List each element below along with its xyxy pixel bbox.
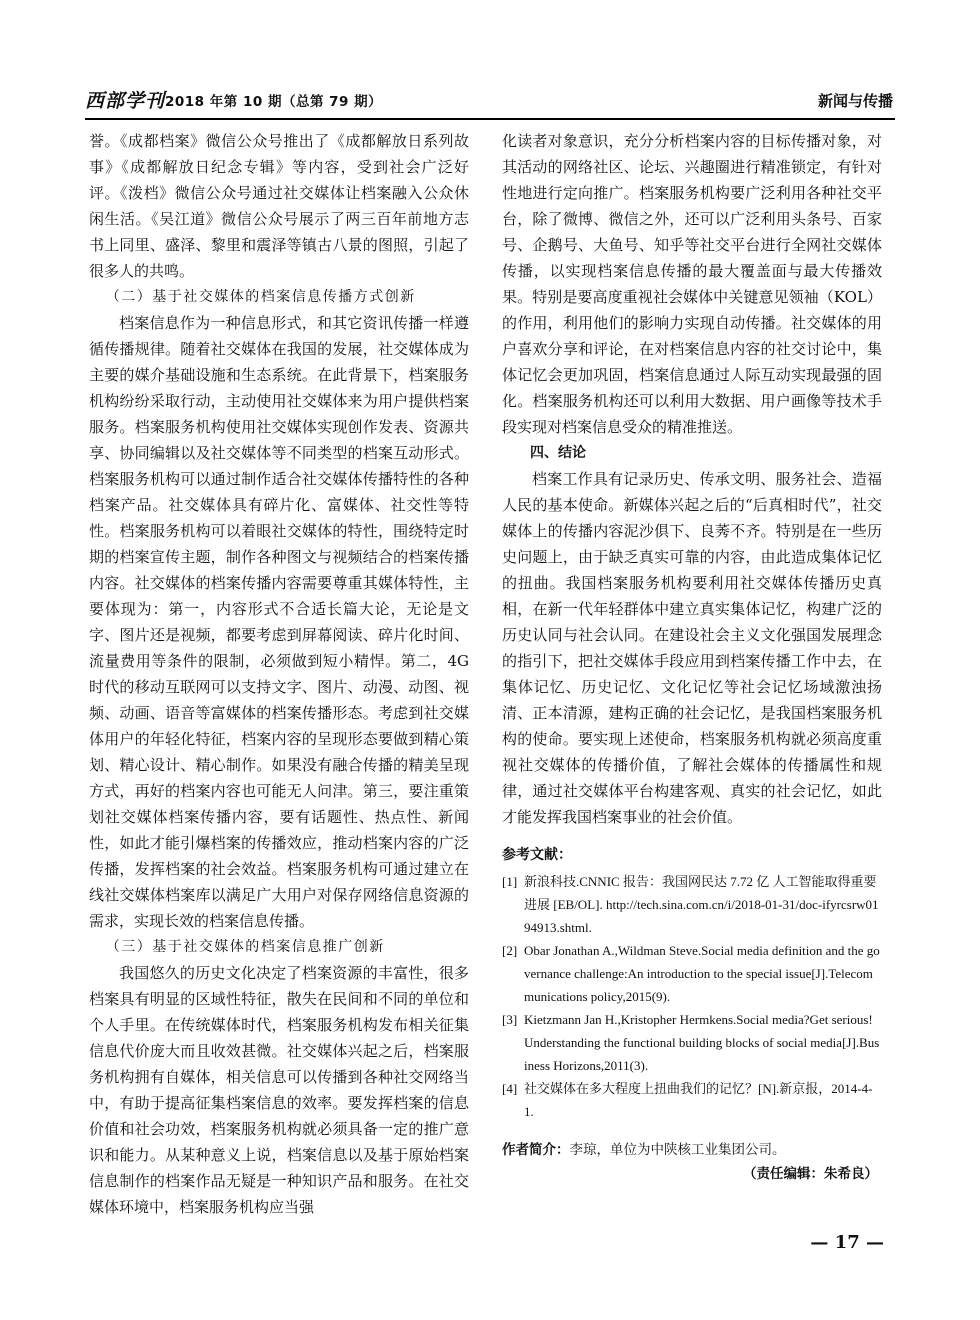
reference-number: [3] bbox=[502, 1012, 518, 1027]
right-column bbox=[502, 128, 882, 1187]
journal-name: 西部学刊 bbox=[85, 90, 166, 112]
section-name: 新闻与传播 bbox=[817, 92, 893, 110]
reference-item bbox=[502, 939, 882, 1008]
conclusion-paragraph: 档案工作具有记录历史、传承文明、服务社会、造福人民的基本使命。新媒体兴起之后的“后真相时代”，社交媒体上的传播内容泥沙俱下、良莠不齐。特别是在一些历史问题上，由于缺乏真实可靠的内容，由此造成集体记忆的扭曲。我国档案服务机构要利用社交媒体传播历史真相，在新一代年轻群体中建立真实集体记忆，构建广泛的历史认同与社会认同。在建设社会主义文化强国发展理念的指引下，把社交媒体手段应用到档案传播工作中去，在集体记忆、历史记忆、文化记忆等社会记忆场域激浊扬清、正本清源，建构正确的社会记忆，是我国档案服务机构的使命。要实现上述使命，档案服务机构就必须高度重视社交媒体的传播价值，了解社会媒体的传播属性和规律，通过社交媒体平台构建客观、真实的社会记忆，如此才能发挥我国档案事业的社会价值。 bbox=[502, 470, 882, 826]
left-column bbox=[89, 128, 469, 1220]
reference-number: [2] bbox=[502, 943, 518, 958]
subheading-3: （三）基于社交媒体的档案信息推广创新 bbox=[105, 939, 385, 955]
page-number: — 17 — bbox=[810, 1232, 884, 1253]
references-list bbox=[502, 870, 882, 1123]
page-header bbox=[85, 82, 895, 116]
issue-info: 2018 年第 10 期（总第 79 期） bbox=[165, 94, 383, 110]
reference-text: Obar Jonathan A.,Wildman Steve.Social media definition and the governance challenge:An introduction to the special issue[J].Telecommunications policy,2015(9). bbox=[524, 943, 880, 1004]
author-text: 李琼，单位为中陕核工业集团公司。 bbox=[569, 1142, 786, 1158]
intro-paragraph: 誉。《成都档案》微信公众号推出了《成都解放日系列故事》《成都解放日纪念专辑》等内容，受到社会广泛好评。《泼档》微信公众号通过社交媒体让档案融入公众休闲生活。《吴江道》微信公众号展示了两三百年前地方志书上同里、盛泽、黎里和震泽等镇古八景的图照，引起了很多人的共鸣。 bbox=[89, 132, 469, 280]
responsible-editor: （责任编辑：朱希良） bbox=[743, 1166, 878, 1182]
reference-text: 社交媒体在多大程度上扭曲我们的记忆？[N].新京报，2014-4-1. bbox=[524, 1081, 873, 1119]
reference-text: 新浪科技.CNNIC 报告：我国网民达 7.72 亿 人工智能取得重要进展 [EB/OL]. http://tech.sina.com.cn/i/2018-01-31/doc-ifyrcsrw0194913.shtml. bbox=[524, 874, 879, 935]
paragraph-3: 我国悠久的历史文化决定了档案资源的丰富性，很多档案具有明显的区域性特征，散失在民间和不同的单位和个人手里。在传统媒体时代，档案服务机构发布相关征集信息代价庞大而且收效甚微。社交媒体兴起之后，档案服务机构拥有自媒体，相关信息可以传播到各种社交网络当中，有助于提高征集档案信息的效率。要发挥档案的信息价值和社会功效，档案服务机构就必须具备一定的推广意识和能力。从某种意义上说，档案信息以及基于原始档案信息制作的档案作品无疑是一种知识产品和服务。在社交媒体环境中，档案服务机构应当强 bbox=[89, 964, 469, 1216]
reference-item bbox=[502, 1077, 882, 1123]
reference-number: [4] bbox=[502, 1081, 518, 1096]
reference-item bbox=[502, 870, 882, 939]
author-label: 作者简介： bbox=[502, 1142, 570, 1158]
paragraph-2: 档案信息作为一种信息形式，和其它资讯传播一样遵循传播规律。随着社交媒体在我国的发展，社交媒体成为主要的媒介基础设施和生态系统。在此背景下，档案服务机构纷纷采取行动，主动使用社交媒体来为用户提供档案服务。档案服务机构使用社交媒体实现创作发表、资源共享、协同编辑以及社交媒体等不同类型的档案互动形式。档案服务机构可以通过制作适合社交媒体传播特性的各种档案产品。社交媒体具有碎片化、富媒体、社交性等特性。档案服务机构可以着眼社交媒体的特性，围绕特定时期的档案宣传主题，制作各种图文与视频结合的档案传播内容。社交媒体的档案传播内容需要尊重其媒体特性，主要体现为：第一，内容形式不合适长篇大论，无论是文字、图片还是视频，都要考虑到屏幕阅读、碎片化时间、流量费用等条件的限制，必须做到短小精悍。第二，4G 时代的移动互联网可以支持文字、图片、动漫、动图、视频、动画、语音等富媒体的档案传播形态。考虑到社交媒体用户的年轻化特征，档案内容的呈现形态要做到精心策划、精心设计、精心制作。如果没有融合传播的精美呈现方式，再好的档案内容也可能无人问津。第三，要注重策划社交媒体档案传播内容，要有话题性、热点性、新闻性，如此才能引爆档案的传播效应，推动档案内容的广泛传播，发挥档案的社会效益。档案服务机构可通过建立在线社交媒体档案库以满足广大用户对保存网络信息资源的需求，实现长效的档案信息传播。 bbox=[89, 314, 469, 930]
author-bio bbox=[502, 1139, 882, 1161]
references-title: 参考文献： bbox=[502, 847, 572, 863]
header-rule bbox=[85, 118, 895, 120]
conclusion-heading: 四、结论 bbox=[530, 445, 586, 461]
reference-number: [1] bbox=[502, 874, 518, 889]
subheading-2: （二）基于社交媒体的档案信息传播方式创新 bbox=[105, 289, 416, 305]
reference-item bbox=[502, 1008, 882, 1077]
reference-text: Kietzmann Jan H.,Kristopher Hermkens.Social media?Get serious!Understanding the functional building blocks of social media[J].Business Horizons,2011(3). bbox=[524, 1012, 880, 1073]
continuation-paragraph: 化读者对象意识，充分分析档案内容的目标传播对象，对其活动的网络社区、论坛、兴趣圈进行精准锁定，有针对性地进行定向推广。档案服务机构要广泛利用各种社交平台，除了微博、微信之外，还可以广泛利用头条号、百家号、企鹅号、大鱼号、知乎等社交平台进行全网社交媒体传播，以实现档案信息传播的最大覆盖面与最大传播效果。特别是要高度重视社会媒体中关键意见领袖（KOL）的作用，利用他们的影响力实现自动传播。社交媒体的用户喜欢分享和评论，在对档案信息内容的社交讨论中，集体记忆会更加巩固，档案信息通过人际互动实现最强的固化。档案服务机构还可以利用大数据、用户画像等技术手段实现对档案信息受众的精准推送。 bbox=[502, 132, 882, 436]
